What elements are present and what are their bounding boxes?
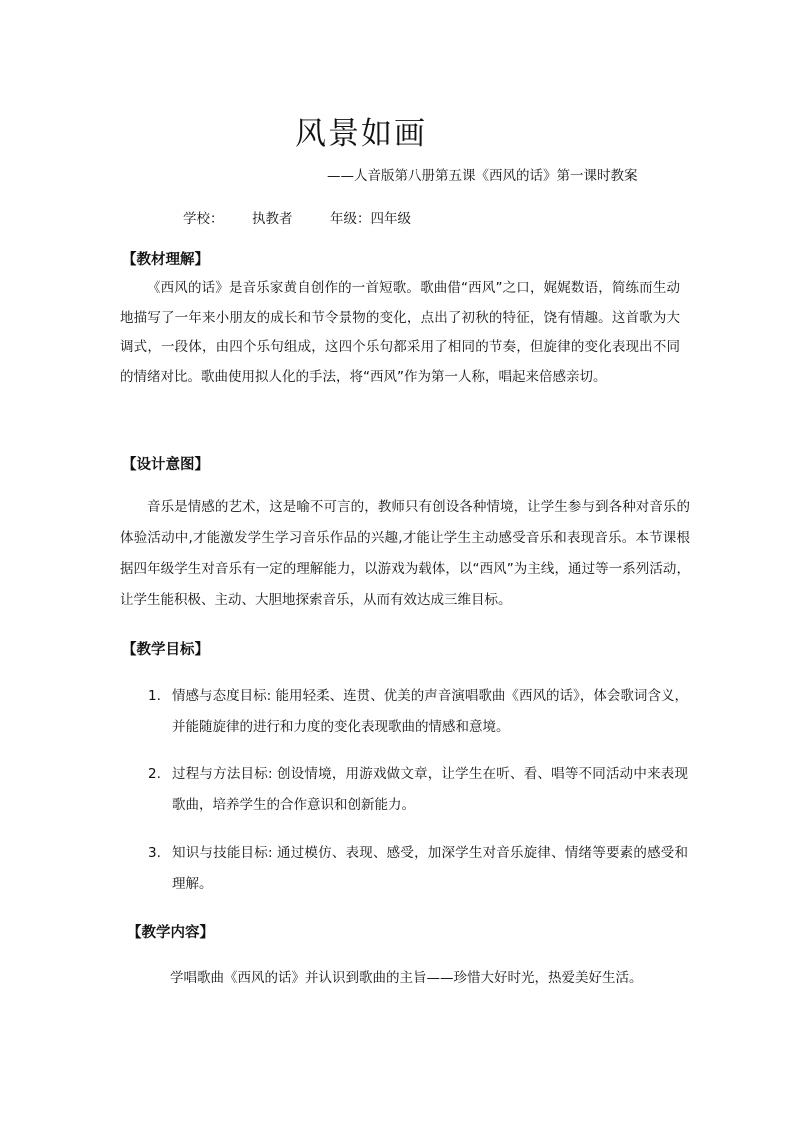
meta-teacher: 执教者 — [252, 211, 293, 227]
goal-item-3 — [148, 838, 688, 900]
meta-grade: 年级：四年级 — [330, 211, 411, 227]
section-text-content: 学唱歌曲《西风的话》并认识到歌曲的主旨——珍惜大好时光，热爱美好生活。 — [170, 970, 643, 986]
goal-text: 过程与方法目标: 创设情境，用游戏做文章，让学生在听、看、唱等不同活动中来表现歌曲，培养学生的合作意识和创新能力。 — [172, 766, 688, 813]
section-text-textbook: 《西风的话》是音乐家黄自创作的一首短歌。歌曲借“西风”之口，娓娓数语，简练而生动地描写了一年来小朋友的成长和节令景物的变化，点出了初秋的特征，饶有情趣。这首歌为大调式，一段体，由四个乐句组成，这四个乐句都采用了相同的节奏，但旋律的变化表现出不同的情绪对比。歌曲使用拟人化的手法，将“西风”作为第一人称，唱起来倍感亲切。 — [120, 280, 680, 385]
goal-number: 3. — [148, 845, 161, 861]
goal-number: 1. — [148, 688, 161, 704]
document-subtitle: ——人音版第八册第五课《西风的话》第一课时教案 — [327, 168, 638, 184]
goal-text: 知识与技能目标: 通过模仿、表现、感受，加深学生对音乐旋律、情绪等要素的感受和理解。 — [172, 845, 688, 892]
document-title: 风景如画 — [295, 116, 427, 152]
section-heading-content: 【教学内容】 — [127, 925, 214, 941]
goal-item-2 — [148, 759, 688, 821]
meta-school: 学校： — [183, 211, 224, 227]
goal-item-1 — [148, 681, 688, 743]
section-heading-textbook: 【教材理解】 — [122, 252, 209, 268]
goal-number: 2. — [148, 766, 161, 782]
section-heading-design: 【设计意图】 — [122, 457, 209, 473]
section-heading-goals: 【教学目标】 — [122, 642, 209, 658]
goal-text: 情感与态度目标: 能用轻柔、连贯、优美的声音演唱歌曲《西风的话》，体会歌词含义，并能随旋律的进行和力度的变化表现歌曲的情感和意境。 — [172, 688, 688, 735]
section-text-design: 音乐是情感的艺术，这是喻不可言的，教师只有创设各种情境，让学生参与到各种对音乐的体验活动中,才能激发学生学习音乐作品的兴趣,才能让学生主动感受音乐和表现音乐。本节课根据四年级学生对音乐有一定的理解能力，以游戏为载体，以“西风”为主线，通过等一系列活动，让学生能积极、主动、大胆地探索音乐，从而有效达成三维目标。 — [120, 499, 690, 608]
